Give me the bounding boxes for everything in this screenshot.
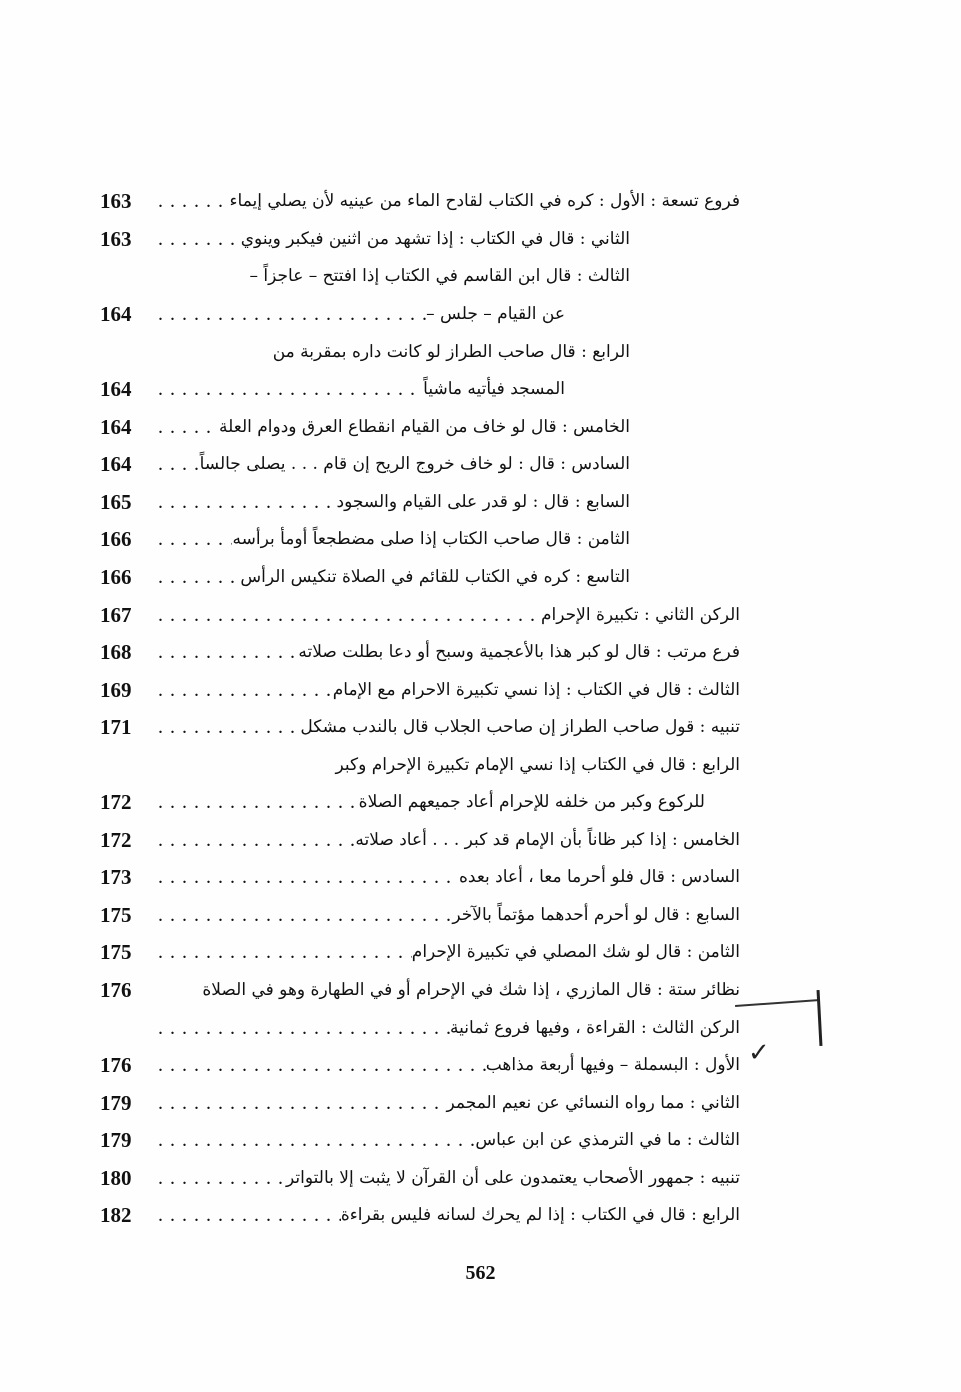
checkmark-icon: ✓ [748, 1038, 770, 1068]
toc-entry [100, 560, 630, 594]
toc-entry-title: السابع : قال : لو قدر على القيام والسجود [336, 492, 630, 512]
toc-page-number: 172 [100, 789, 132, 814]
dot-leader [152, 378, 423, 401]
toc-entry-title: الرابع : قال صاحب الطراز لو كانت داره بمقربة من [272, 342, 630, 362]
toc-entry [100, 485, 630, 519]
toc-entry [100, 748, 740, 782]
dot-leader [152, 1054, 486, 1077]
toc-entry-title: الخامس : قال لو خاف من القيام انقطاع العرق ودوام العلة [219, 417, 630, 437]
toc-page-number: 179 [100, 1090, 132, 1115]
toc-page-number: 172 [100, 827, 132, 852]
toc-entry [100, 635, 740, 669]
toc-page-number: 176 [100, 1052, 132, 1077]
toc-entry [100, 447, 630, 481]
toc-entry-title: الثاني : قال في الكتاب : إذا تشهد من اثنين فيكبر وينوي [240, 229, 630, 249]
toc-entry-title: نظائر ستة : قال المازري ، إذا شك في الإحرام أو في الطهارة وهو في الصلاة [202, 980, 740, 1000]
dot-leader [152, 941, 412, 964]
toc-entry-title: للركوع وكبر من خلفه للإحرام أعاد جميعهم الصلاة [358, 792, 705, 812]
toc-entry-title: تنبيه : قول صاحب الطراز إن صاحب الجلاب قال بالندب مشكل [300, 717, 740, 737]
toc-entry-title: الخامس : إذا كبر ظاناً بأن الإمام قد كبر . . . أعاد صلاته [355, 830, 740, 850]
dot-leader [152, 190, 230, 213]
toc-entry [100, 1011, 740, 1045]
toc-entry-title: الأول : البسملة – وفيها أربعة مذاهب [485, 1055, 740, 1075]
dot-leader [152, 829, 355, 852]
dot-leader [152, 1204, 341, 1227]
toc-entry [100, 222, 630, 256]
dot-leader [152, 566, 240, 589]
dot-leader [152, 228, 241, 251]
dot-leader [152, 716, 300, 739]
toc-page-number: 176 [100, 977, 132, 1002]
toc-entry [100, 898, 740, 932]
dot-leader [152, 604, 541, 627]
toc-entry [100, 935, 740, 969]
dot-leader [152, 1017, 450, 1040]
toc-entry [100, 335, 630, 369]
toc-entry [100, 860, 740, 894]
toc-entry-title: الثالث : قال ابن القاسم في الكتاب إذا افتتح – عاجزاً – [249, 266, 630, 286]
toc-page-number: 168 [100, 639, 132, 664]
toc-entry [100, 673, 740, 707]
toc-entry-title: الرابع : قال في الكتاب : إذا لم يحرك لسانه فليس بقراءة [340, 1205, 740, 1225]
toc-entry [100, 522, 630, 556]
dot-leader [152, 1129, 475, 1152]
dot-leader [152, 641, 298, 664]
toc-page-number: 164 [100, 301, 132, 326]
toc-entry [100, 1048, 740, 1082]
toc-page-number: 173 [100, 864, 132, 889]
toc-entry-title: تنبيه : جمهور الأصحاب يعتمدون على أن القرآن لا يثبت إلا بالتواتر [286, 1168, 740, 1188]
toc-entry [100, 973, 740, 1007]
toc-page-number: 179 [100, 1127, 132, 1152]
toc-entry-title: المسجد فيأتيه ماشياً [423, 379, 565, 399]
toc-entry-title: الثامن : قال لو شك المصلي في تكبيرة الإحرام [411, 942, 740, 962]
toc-entry-title: الثالث : قال في الكتاب : إذا نسي تكبيرة الاحرام مع الإمام [332, 680, 740, 700]
toc-page-number: 169 [100, 677, 132, 702]
toc-entry-title: السادس : قال : لو خاف خروج الريح إن قام . . . يصلى جالساً [199, 454, 630, 474]
toc-page-number: 180 [100, 1165, 132, 1190]
toc-entry-title: التاسع : كره في الكتاب للقائم في الصلاة تنكيس الرأس [240, 567, 630, 587]
toc-entry [100, 1161, 740, 1195]
dot-leader [152, 679, 333, 702]
toc-entry [100, 598, 740, 632]
toc-entry [100, 410, 630, 444]
dot-leader [152, 866, 459, 889]
toc-page-number: 163 [100, 226, 132, 251]
toc-entry [100, 184, 740, 218]
toc-entry [100, 297, 565, 331]
toc-entry [100, 259, 630, 293]
toc-page-number: 175 [100, 902, 132, 927]
toc-entry [100, 1198, 740, 1232]
toc-page-number: 164 [100, 451, 132, 476]
toc-page-number: 171 [100, 714, 132, 739]
toc-page-number: 164 [100, 414, 132, 439]
toc-entry [100, 372, 565, 406]
dot-leader [152, 904, 452, 927]
toc-page-number: 182 [100, 1202, 132, 1227]
toc-entry [100, 1123, 740, 1157]
toc-entry [100, 1086, 740, 1120]
toc-entry [100, 710, 740, 744]
toc-entry-title: الثامن : قال صاحب الكتاب إذا صلى مضطجعاً أومأ برأسه [232, 529, 630, 549]
page-number: 562 [465, 1262, 496, 1284]
dot-leader [152, 528, 232, 551]
toc-page-number: 167 [100, 602, 132, 627]
toc-entry-title: الثاني : مما رواه النسائي عن نعيم المجمر [446, 1093, 740, 1113]
toc-entry-title: فرع مرتب : قال لو كبر هذا بالأعجمية وسبح أو دعا بطلت صلاته [298, 642, 740, 662]
toc-page-number: 164 [100, 376, 132, 401]
toc-entry-title: الركن الثاني : تكبيرة الإحرام [541, 605, 740, 625]
toc-entry-title: الركن الثالث : القراءة ، وفيها فروع ثمانية [449, 1018, 740, 1038]
toc-page-number: 166 [100, 526, 132, 551]
toc-entry-title: الرابع : قال في الكتاب إذا نسي الإمام تكبيرة الإحرام وكبر [335, 755, 740, 775]
dot-leader [152, 416, 219, 439]
toc-page-number: 175 [100, 939, 132, 964]
dot-leader [152, 791, 359, 814]
dot-leader [152, 491, 337, 514]
dot-leader [152, 303, 426, 326]
toc-entry-title: فروع تسعة : الأول : كره في الكتاب لقادح الماء من عينيه لأن يصلي إيماء [229, 191, 740, 211]
toc-entry-title: السابع : قال لو أحرم أحدهما مؤتماً بالآخر [452, 905, 740, 925]
dot-leader [152, 453, 200, 476]
toc-page-number: 166 [100, 564, 132, 589]
toc-entry-title: السادس : قال فلو أحرما معا ، أعاد بعده [459, 867, 740, 887]
toc-entry [100, 823, 740, 857]
toc-entry [100, 785, 705, 819]
toc-entry-title: الثالث : ما في الترمذي عن ابن عباس [475, 1130, 740, 1150]
toc-entry-title: عن القيام – جلس – [426, 304, 565, 324]
dot-leader [152, 1092, 447, 1115]
toc-page-number: 163 [100, 188, 132, 213]
toc-page-number: 165 [100, 489, 132, 514]
dot-leader [152, 1167, 286, 1190]
